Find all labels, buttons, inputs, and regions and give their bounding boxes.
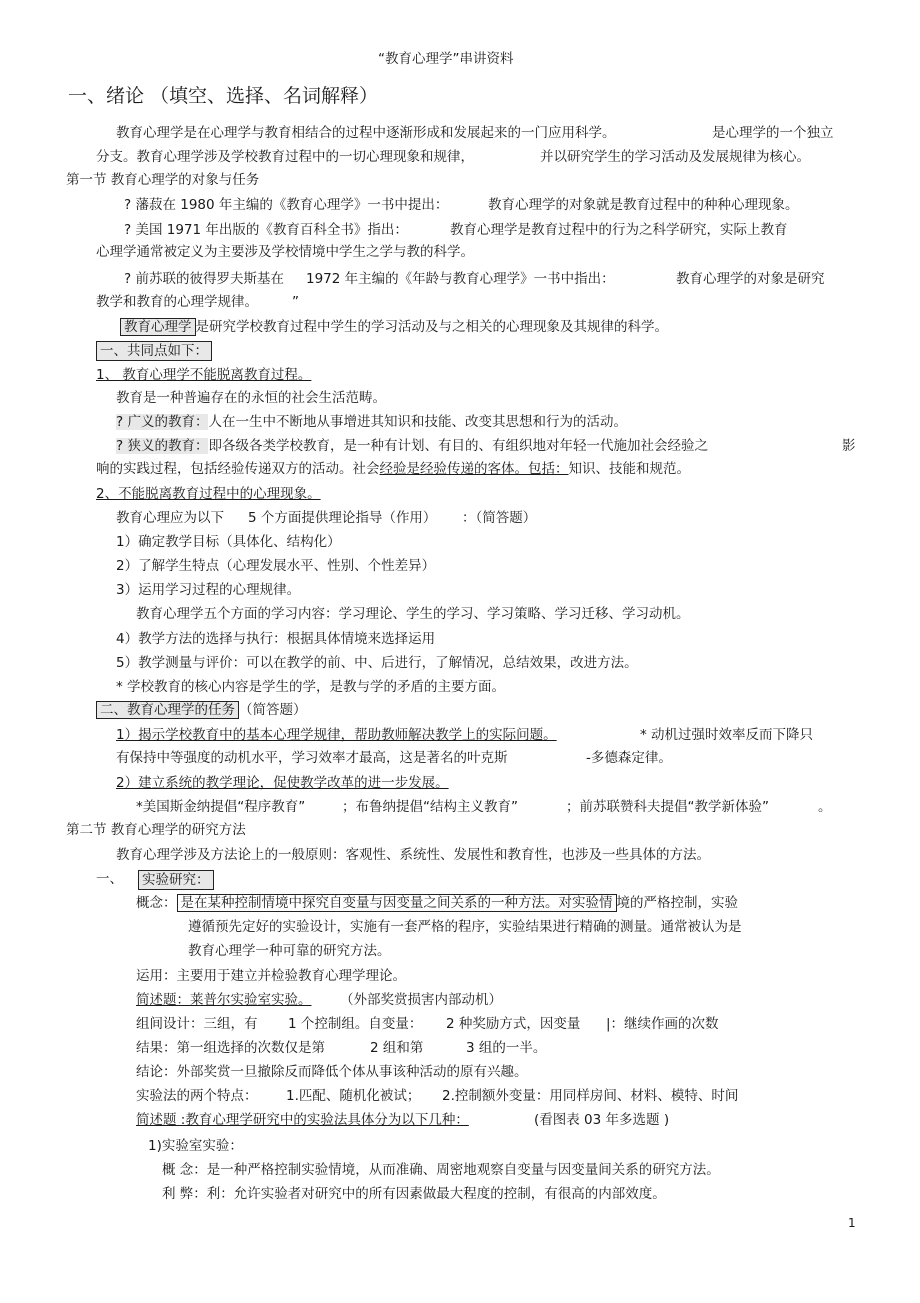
s1-p3c: 教育心理学的对象是研究: [676, 271, 825, 287]
concept-line-2: 遵循预先定好的实验设计，实施有一套严格的程序，实验结果进行精确的测量。通常被认为是: [188, 919, 742, 935]
task-2-note-d: 。: [818, 799, 832, 815]
s1-p2a: ? 美国 1971 年出版的《教育百科全书》指出：: [124, 222, 408, 238]
concept-line-3: 教育心理学一种可靠的研究方法。: [188, 943, 391, 959]
narrow-education-end: 影: [842, 438, 856, 454]
design-b: 1 个控制组。自变量：: [288, 1016, 423, 1032]
task-1-note: * 动机过强时效率反而下降只: [640, 727, 814, 743]
aspect-1: 1）确定教学目标（具体化、结构化）: [116, 534, 341, 550]
concept-label: 概念：: [136, 895, 177, 911]
concept-rest: 境的严格控制，实验: [616, 895, 738, 911]
task-heading: 二、教育心理学的任务: [96, 701, 239, 719]
result-c: 3 组的一半。: [466, 1040, 547, 1056]
design-a: 组间设计：三组，有: [136, 1016, 258, 1032]
lab-experiment-heading: 1)实验室实验：: [148, 1138, 243, 1154]
intro-line-2a: 分支。教育心理学涉及学校教育过程中的一切心理现象和规律，: [96, 149, 474, 165]
five-aspects-b: 5 个方面提供理论指导（作用）: [248, 510, 437, 526]
common-point-1-desc: 教育是一种普遍存在的永恒的社会生活范畴。: [116, 390, 386, 406]
definition-text: 是研究学校教育过程中学生的学习活动及与之相关的心理现象及其规律的科学。: [195, 319, 668, 335]
features-a: 实验法的两个特点：: [136, 1088, 258, 1104]
task-1-line-2b: -多德森定律。: [586, 750, 672, 766]
narrow-education-2c: 知识、技能和规范。: [568, 461, 690, 477]
method-1-number: 一、: [96, 871, 123, 887]
section-1-title: 第一节 教育心理学的对象与任务: [66, 172, 260, 188]
definition-term: 教育心理学: [120, 318, 196, 336]
aspect-3: 3）运用学习过程的心理规律。: [116, 582, 301, 598]
doc-title: “教育心理学”串讲资料: [378, 51, 514, 67]
task-1-line-2a: 有保持中等强度的动机水平，学习效率才最高，这是著名的叶克斯: [116, 750, 508, 766]
task-heading-line: [96, 701, 307, 719]
aspect-3-sub: 教育心理学五个方面的学习内容：学习理论、学生的学习、学习策略、学习迁移、学习动机。: [136, 606, 690, 622]
intro-line-1a: 教育心理学是在心理学与教育相结合的过程中逐渐形成和发展起来的一门应用科学。: [116, 125, 616, 141]
design-d: |：继续作画的次数: [606, 1016, 719, 1032]
broad-education-line: [116, 413, 627, 431]
method-1-heading: 实验研究：: [138, 870, 214, 890]
intro-line-1b: 是心理学的一个独立: [712, 125, 834, 141]
s1-p2b: 教育心理学是教育过程中的行为之科学研究，实际上教育: [450, 222, 788, 238]
s1-p2c: 心理学通常被定义为主要涉及学校情境中学生之学与教的科学。: [96, 244, 474, 260]
lab-experiment-concept: 概 念：是一种严格控制实验情境，从而准确、周密地观察自变量与因变量间关系的研究方法。: [162, 1162, 720, 1178]
aspect-5: 5）教学测量与评价：可以在教学的前、中、后进行，了解情况，总结效果，改进方法。: [116, 655, 638, 671]
aspect-2: 2）了解学生特点（心理发展水平、性别、个性差异）: [116, 558, 436, 574]
task-heading-note: （简答题）: [239, 702, 307, 718]
s1-p1a: ? 藩菽在 1980 年主编的《教育心理学》一书中提出：: [124, 197, 449, 213]
task-1: 1）揭示学校教育中的基本心理学规律，帮助教师解决教学上的实际问题。: [116, 727, 557, 743]
section-2-title: 第二节 教育心理学的研究方法: [66, 822, 246, 838]
usage: 运用：主要用于建立并检验教育心理学理论。: [136, 968, 406, 984]
page-number: 1: [848, 1216, 856, 1230]
common-point-2: 2、不能脱离教育过程中的心理现象。: [96, 486, 321, 502]
common-points-heading: 一、共同点如下：: [96, 341, 212, 361]
brief-question-2-note: (看图表 03 年多选题 ): [534, 1112, 670, 1128]
features-c: 2.控制额外变量：用同样房间、材料、模特、时间: [442, 1088, 739, 1104]
task-2-note-b: ；布鲁纳提倡“结构主义教育”: [342, 799, 518, 815]
chapter-heading: 一、绪论 （填空、选择、名词解释）: [68, 85, 379, 107]
s1-p1b: 教育心理学的对象就是教育过程中的种种心理现象。: [488, 197, 799, 213]
result-b: 2 组和第: [370, 1040, 424, 1056]
design-c: 2 种奖励方式，因变量: [446, 1016, 581, 1032]
task-2-note-a: *美国斯金纳提倡“程序教育”: [136, 799, 306, 815]
common-point-1: 1、 教育心理学不能脱离教育过程。: [96, 367, 312, 383]
task-2: 2）建立系统的教学理论，促使教学改革的进一步发展。: [116, 775, 449, 791]
s2-intro: 教育心理学涉及方法论上的一般原则：客观性、系统性、发展性和教育性，也涉及一些具体的方法。: [116, 847, 710, 863]
narrow-education-2b: 经验是经验传递的客体。包括：: [379, 461, 569, 477]
s1-p3d: 教学和教育的心理学规律。: [96, 294, 258, 310]
brief-question-1-note: （外部奖赏损害内部动机）: [340, 992, 502, 1008]
broad-education-text: 人在一生中不断地从事增进其知识和技能、改变其思想和行为的活动。: [208, 414, 627, 430]
aspect-4: 4）教学方法的选择与执行：根据具体情境来选择运用: [116, 631, 436, 647]
narrow-education-label: ? 狭义的教育：: [116, 438, 209, 454]
s1-p3a: ? 前苏联的彼得罗夫斯基在: [124, 271, 284, 287]
narrow-education-2a: 响的实践过程，包括经验传递双方的活动。社会: [96, 461, 380, 477]
narrow-education-line-2: [96, 460, 690, 478]
five-aspects-a: 教育心理应为以下: [116, 510, 224, 526]
five-aspects-c: ：（简答题）: [462, 510, 537, 526]
narrow-education-text: 即各级各类学校教育，是一种有计划、有目的、有组织地对年轻一代施加社会经验之: [208, 438, 708, 454]
concept-boxed-text: 是在某种控制情境中探究自变量与因变量之间关系的一种方法。对实验情: [177, 894, 617, 912]
s1-p3e: ”: [292, 294, 299, 310]
broad-education-label: ? 广义的教育：: [116, 414, 209, 430]
core-note: * 学校教育的核心内容是学生的学，是教与学的矛盾的主要方面。: [116, 679, 506, 695]
result-a: 结果：第一组选择的次数仅是第: [136, 1040, 325, 1056]
narrow-education-line: [116, 437, 708, 455]
features-b: 1.匹配、随机化被试；: [286, 1088, 421, 1104]
intro-line-2b: 并以研究学生的学习活动及发展规律为核心。: [540, 149, 810, 165]
definition-line: [120, 318, 668, 336]
s1-p3b: 1972 年主编的《年龄与教育心理学》一书中指出：: [306, 271, 615, 287]
concept-line: [136, 894, 738, 912]
brief-question-1: 简述题：莱普尔实验室实验。: [136, 992, 312, 1008]
conclusion: 结论：外部奖赏一旦撤除反而降低个体从事该种活动的原有兴趣。: [136, 1064, 528, 1080]
task-2-note-c: ；前苏联赞科夫提倡“教学新体验”: [566, 799, 769, 815]
lab-experiment-pros-cons: 利 弊：利：允许实验者对研究中的所有因素做最大程度的控制，有很高的内部效度。: [162, 1186, 666, 1202]
brief-question-2: 简述题 :教育心理学研究中的实验法具体分为以下几种：: [136, 1112, 469, 1128]
